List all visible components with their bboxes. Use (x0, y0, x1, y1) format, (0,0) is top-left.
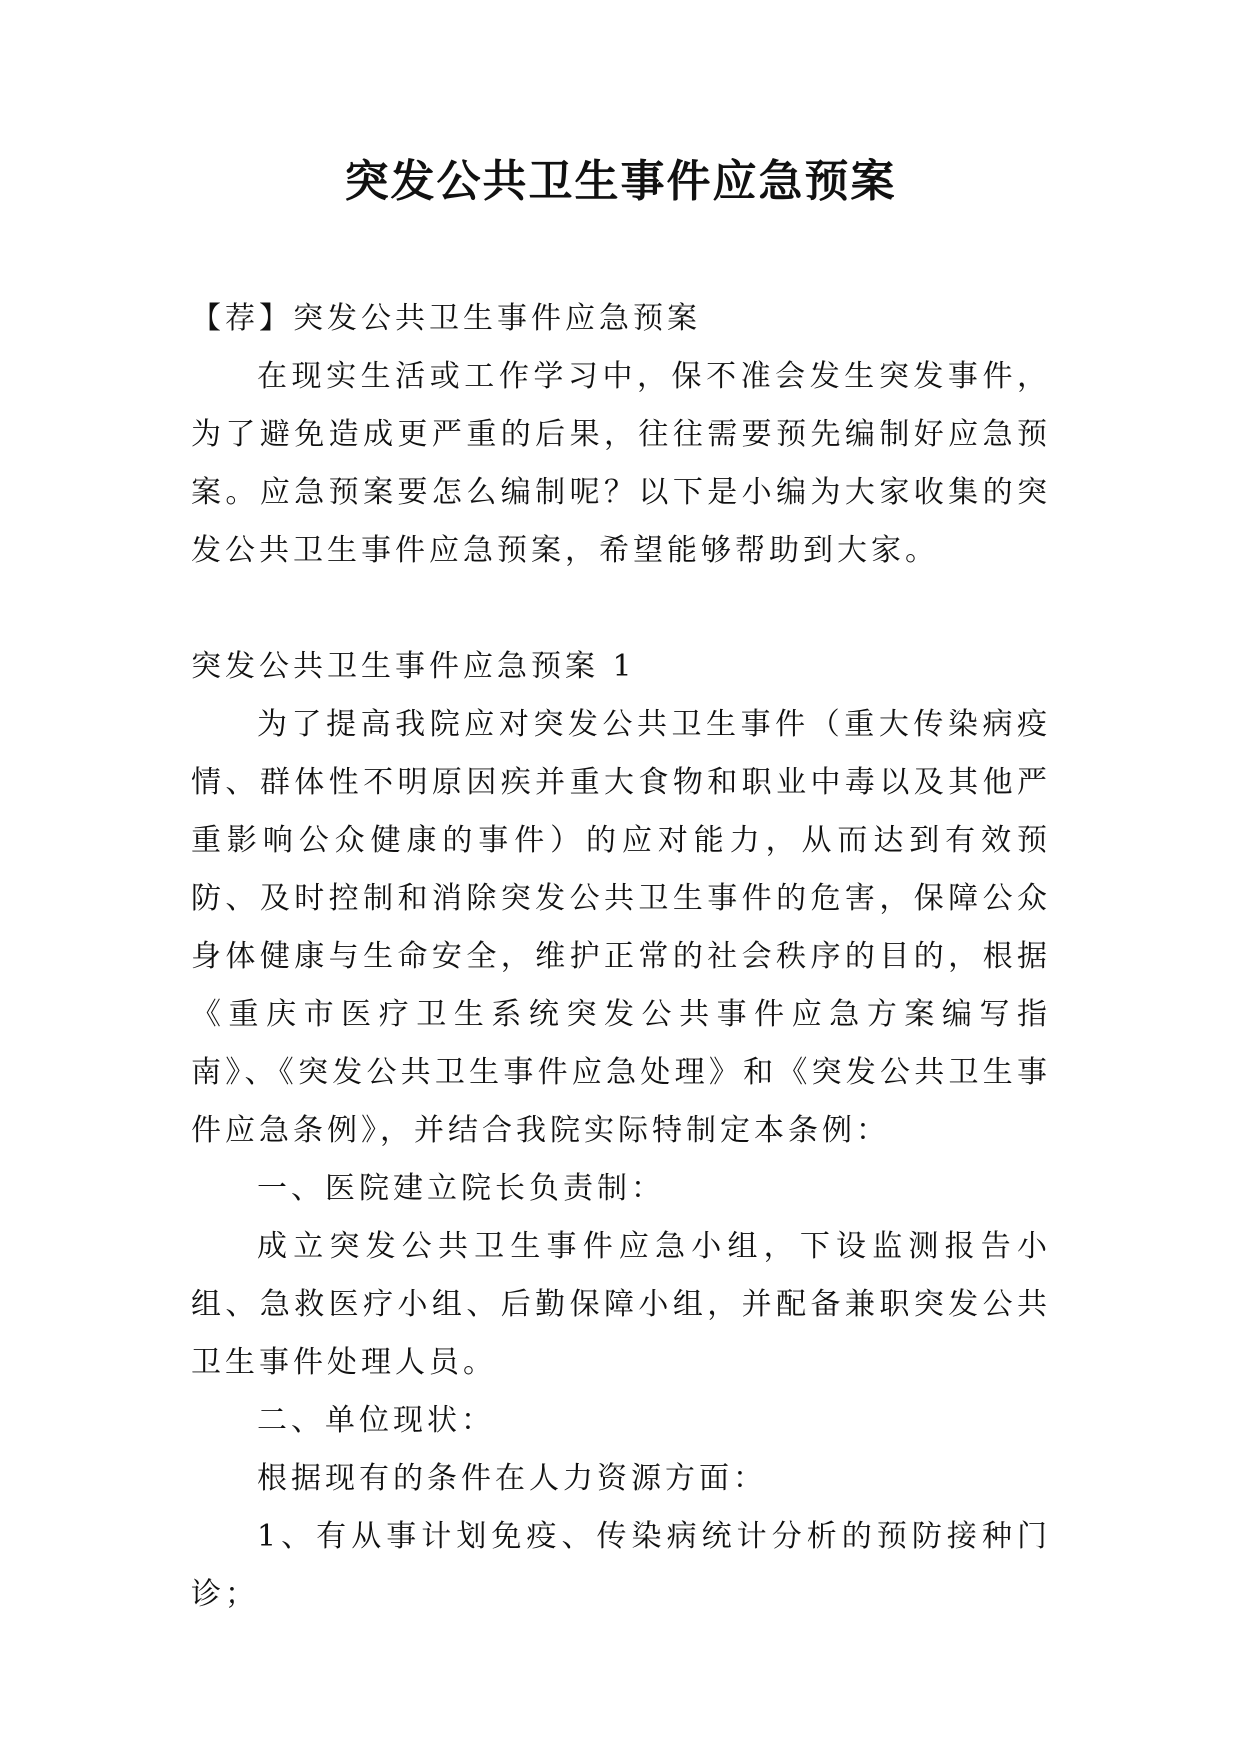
paragraph-purpose: 为了提高我院应对突发公共卫生事件（重大传染病疫情、群体性不明原因疾并重大食物和职业中毒以及其他严重影响公众健康的事件）的应对能力，从而达到有效预防、及时控制和消除突发公共卫生事件的危害，保障公众身体健康与生命安全，维护正常的社会秩序的目的，根据《重庆市医疗卫生系统突发公共事件应急方案编写指南》、《突发公共卫生事件应急处理》和《突发公共卫生事件应急条例》，并结合我院实际特制定本条例： (191, 707, 1051, 1148)
intro-paragraph: 在现实生活或工作学习中，保不准会发生突发事件，为了避免造成更严重的后果，往往需要预先编制好应急预案。应急预案要怎么编制呢？以下是小编为大家收集的突发公共卫生事件应急预案，希望能够帮助到大家。 (191, 359, 1051, 568)
section-spacer (191, 580, 1051, 638)
paragraph-resources: 根据现有的条件在人力资源方面： (257, 1461, 767, 1496)
recommend-line: 【荐】突发公共卫生事件应急预案 (191, 301, 701, 336)
document-title: 突发公共卫生事件应急预案 (344, 156, 897, 207)
section-heading: 突发公共卫生事件应急预案 1 (191, 649, 636, 684)
paragraph-item-1: 1、有从事计划免疫、传染病统计分析的预防接种门诊； (191, 1519, 1051, 1612)
paragraph-heading-1: 一、医院建立院长负责制： (257, 1171, 665, 1206)
paragraph-team: 成立突发公共卫生事件应急小组，下设监测报告小组、急救医疗小组、后勤保障小组，并配备兼职突发公共卫生事件处理人员。 (191, 1229, 1051, 1380)
document-body (191, 290, 1051, 1624)
paragraph-heading-2: 二、单位现状： (257, 1403, 495, 1438)
